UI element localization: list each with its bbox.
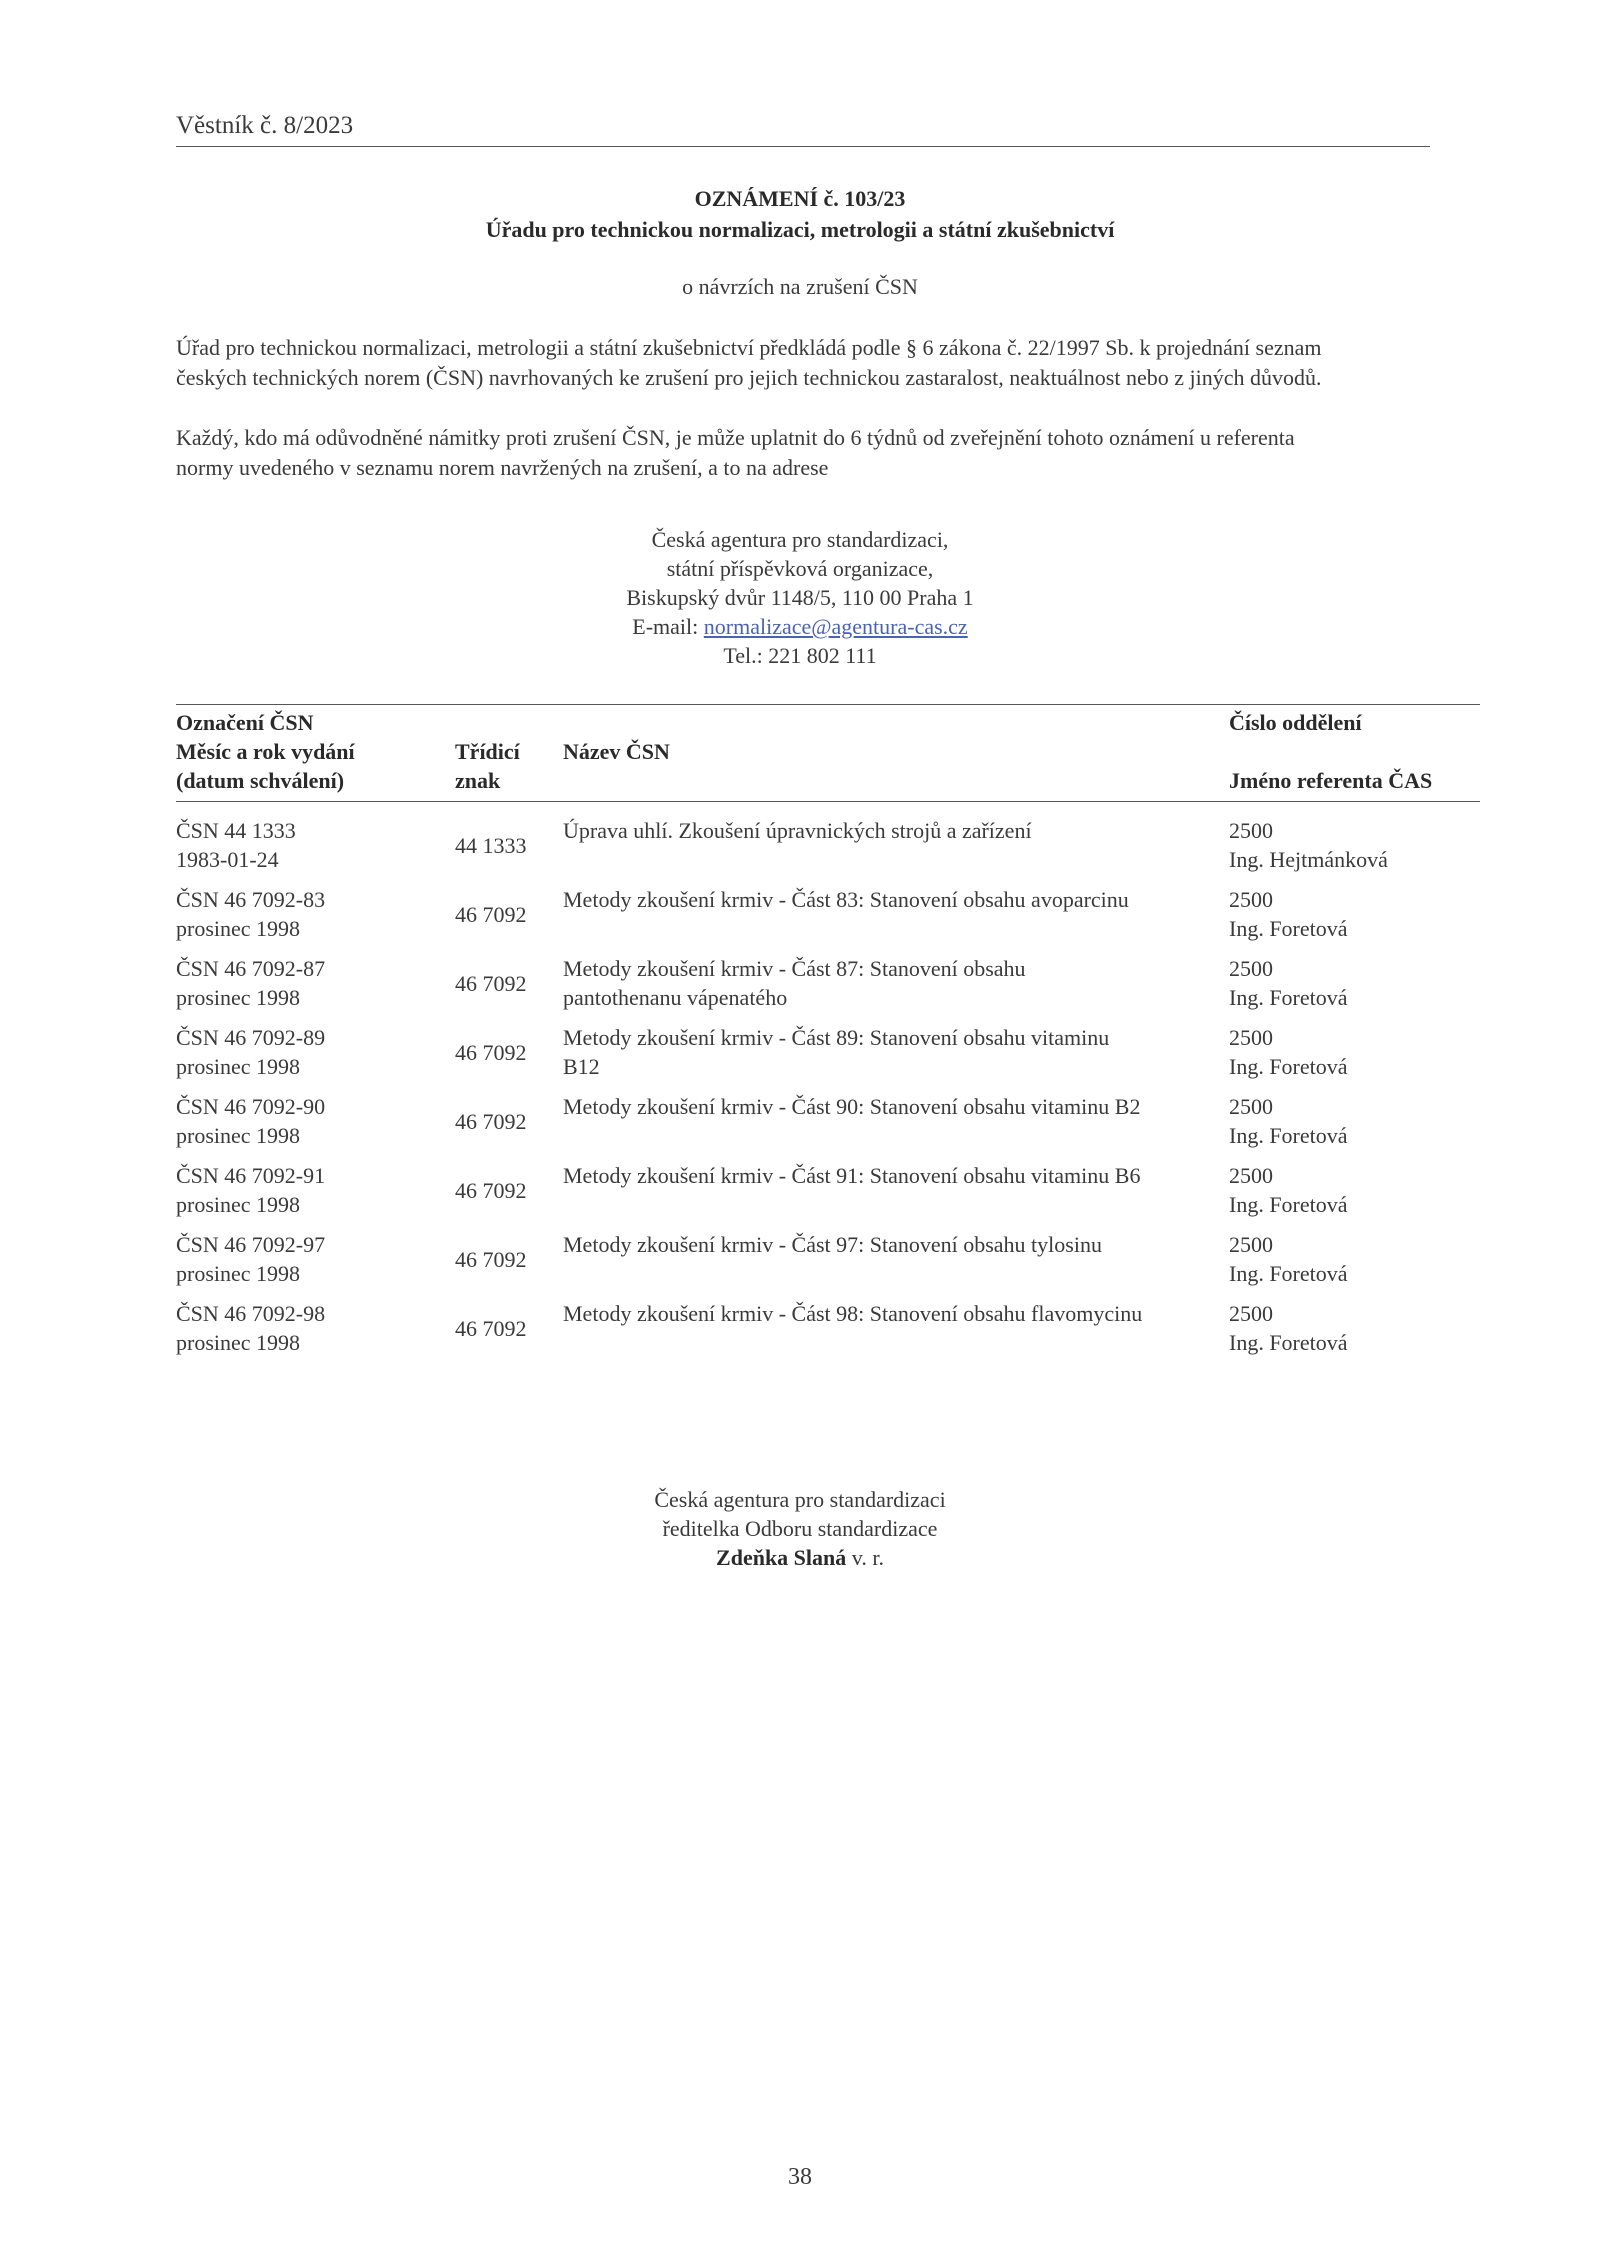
row-title-continued: pantothenanu vápenatého <box>563 985 788 1010</box>
row-title-continued: B12 <box>563 1054 600 1079</box>
announcement-title: OZNÁMENÍ č. 103/23 <box>694 186 906 211</box>
signature-role: ředitelka Odboru standardizace <box>662 1516 938 1541</box>
address-org-type: státní příspěvková organizace, <box>666 556 934 581</box>
row-issue-date: prosinec 1998 <box>176 1330 301 1355</box>
row-referent: Ing. Foretová <box>1229 916 1348 941</box>
row-issue-date: 1983-01-24 <box>176 847 279 872</box>
row-title: Metody zkoušení krmiv - Část 83: Stanovení obsahu avoparcinu <box>563 887 1129 912</box>
signature-name: Zdeňka Slaná <box>716 1545 847 1570</box>
row-department: 2500 <box>1229 1232 1273 1257</box>
row-issue-date: prosinec 1998 <box>176 985 301 1010</box>
row-department: 2500 <box>1229 887 1273 912</box>
journal-header: Věstník č. 8/2023 <box>176 112 354 139</box>
row-referent: Ing. Foretová <box>1229 1330 1348 1355</box>
header-standard-title: Název ČSN <box>563 739 670 764</box>
row-class-code: 46 7092 <box>455 1039 527 1065</box>
row-referent: Ing. Foretová <box>1229 1261 1348 1286</box>
objection-paragraph <box>176 423 1430 483</box>
signature-suffix: v. r. <box>846 1545 884 1570</box>
row-issue-date: prosinec 1998 <box>176 916 301 941</box>
row-designation: ČSN 46 7092-98 <box>176 1301 326 1326</box>
row-class-code: 46 7092 <box>455 1108 527 1134</box>
row-designation: ČSN 46 7092-89 <box>176 1025 326 1050</box>
header-issue-date: Měsíc a rok vydání <box>176 739 355 764</box>
row-title: Metody zkoušení krmiv - Část 87: Stanovení obsahu <box>563 956 1026 981</box>
row-class-code: 46 7092 <box>455 901 527 927</box>
announcement-issuer: Úřadu pro technickou normalizaci, metrologii a státní zkušebnictví <box>485 217 1115 242</box>
row-class-code: 46 7092 <box>455 1315 527 1341</box>
announcement-subject: o návrzích na zrušení ČSN <box>682 274 918 299</box>
row-title: Metody zkoušení krmiv - Část 91: Stanovení obsahu vitaminu B6 <box>563 1163 1141 1188</box>
header-approval-date: (datum schválení) <box>176 768 345 793</box>
row-department: 2500 <box>1229 1094 1273 1119</box>
row-title: Metody zkoušení krmiv - Část 98: Stanovení obsahu flavomycinu <box>563 1301 1143 1326</box>
intro-paragraph-line-1: Úřad pro technickou normalizaci, metrologii a státní zkušebnictví předkládá podle § 6 zákona č. 22/1997 Sb. k projednání seznam <box>176 335 1322 360</box>
header-referent: Jméno referenta ČAS <box>1229 768 1433 793</box>
row-issue-date: prosinec 1998 <box>176 1261 301 1286</box>
header-designation: Označení ČSN <box>176 710 314 735</box>
email-link[interactable]: normalizace@agentura-cas.cz <box>703 614 968 639</box>
address-phone: Tel.: 221 802 111 <box>723 643 877 668</box>
header-department: Číslo oddělení <box>1229 710 1362 735</box>
row-department: 2500 <box>1229 956 1273 981</box>
row-class-code: 46 7092 <box>455 1177 527 1203</box>
page-number: 38 <box>788 2164 812 2190</box>
row-referent: Ing. Foretová <box>1229 985 1348 1010</box>
row-title: Úprava uhlí. Zkoušení úpravnických strojů a zařízení <box>563 818 1032 843</box>
intro-paragraph <box>176 333 1430 393</box>
row-class-code: 46 7092 <box>455 970 527 996</box>
row-issue-date: prosinec 1998 <box>176 1192 301 1217</box>
header-divider <box>176 146 1430 147</box>
table-header-border <box>176 801 1480 802</box>
row-department: 2500 <box>1229 1025 1273 1050</box>
row-title: Metody zkoušení krmiv - Část 89: Stanovení obsahu vitaminu <box>563 1025 1110 1050</box>
address-email <box>0 614 1600 640</box>
signature-line <box>0 1545 1600 1571</box>
row-designation: ČSN 46 7092-97 <box>176 1232 326 1257</box>
row-class-code: 44 1333 <box>455 832 527 858</box>
table-top-border <box>176 704 1480 705</box>
row-issue-date: prosinec 1998 <box>176 1123 301 1148</box>
row-referent: Ing. Foretová <box>1229 1054 1348 1079</box>
intro-paragraph-line-2: českých technických norem (ČSN) navrhovaných ke zrušení pro jejich technickou zastaralost, neaktuálnost nebo z jiných důvodů. <box>176 365 1322 390</box>
row-title: Metody zkoušení krmiv - Část 90: Stanovení obsahu vitaminu B2 <box>563 1094 1141 1119</box>
row-designation: ČSN 46 7092-83 <box>176 887 326 912</box>
row-issue-date: prosinec 1998 <box>176 1054 301 1079</box>
signature-org: Česká agentura pro standardizaci <box>654 1487 946 1512</box>
row-referent: Ing. Foretová <box>1229 1123 1348 1148</box>
row-class-code: 46 7092 <box>455 1246 527 1272</box>
objection-paragraph-line-2: normy uvedeného v seznamu norem navržených na zrušení, a to na adrese <box>176 455 829 480</box>
row-designation: ČSN 46 7092-90 <box>176 1094 326 1119</box>
row-designation: ČSN 44 1333 <box>176 818 296 843</box>
row-department: 2500 <box>1229 818 1273 843</box>
header-class-code: Třídicí <box>455 739 520 764</box>
email-label: E-mail: <box>632 614 704 639</box>
row-referent: Ing. Foretová <box>1229 1192 1348 1217</box>
header-class-code-2: znak <box>455 768 501 793</box>
row-title: Metody zkoušení krmiv - Část 97: Stanovení obsahu tylosinu <box>563 1232 1102 1257</box>
address-org: Česká agentura pro standardizaci, <box>651 527 949 552</box>
row-department: 2500 <box>1229 1301 1273 1326</box>
row-referent: Ing. Hejtmánková <box>1229 847 1388 872</box>
row-designation: ČSN 46 7092-91 <box>176 1163 326 1188</box>
address-street: Biskupský dvůr 1148/5, 110 00 Praha 1 <box>626 585 974 610</box>
row-department: 2500 <box>1229 1163 1273 1188</box>
objection-paragraph-line-1: Každý, kdo má odůvodněné námitky proti zrušení ČSN, je může uplatnit do 6 týdnů od zveřejnění tohoto oznámení u referenta <box>176 425 1295 450</box>
row-designation: ČSN 46 7092-87 <box>176 956 326 981</box>
